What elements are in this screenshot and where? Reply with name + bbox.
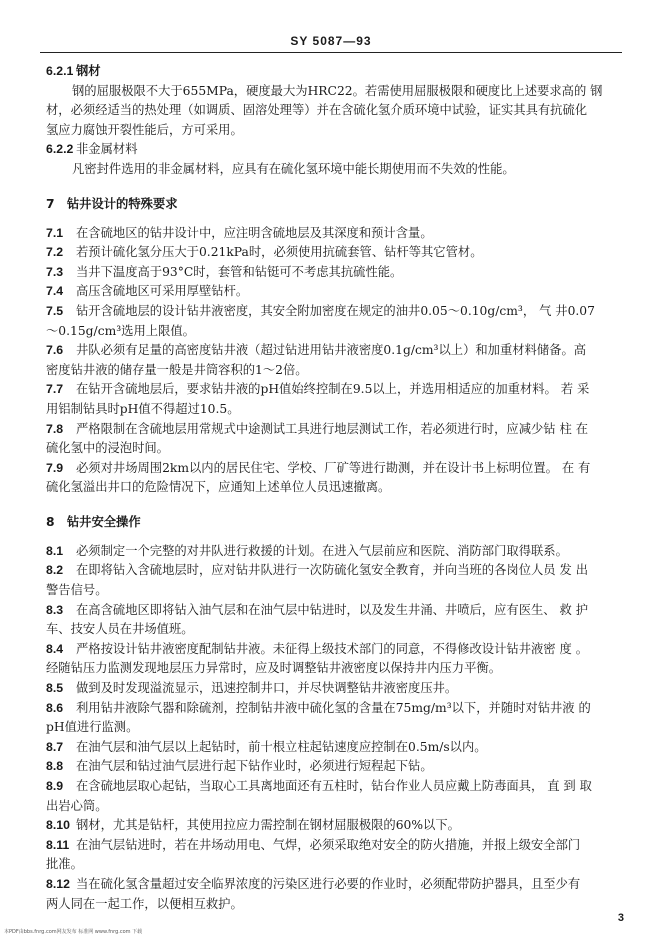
clause-text: 在含硫地层取心起钻，当取心工具离地面还有五柱时，钻台作业人员应戴上防毒面具， 直 到 取 <box>76 779 592 793</box>
section-7-clause-7-4 <box>46 282 626 302</box>
section-8-clause-8-3 <box>46 601 626 621</box>
section-8-clause-8-5 <box>46 679 626 699</box>
clause-text: 两人同在一起工作，以便相互救护。 <box>46 896 243 911</box>
section-8-clauses <box>46 542 626 914</box>
clause-text: pH值进行监测。 <box>46 720 139 735</box>
section-8-clause-8-12 <box>46 875 626 895</box>
clause-title: 非金属材料 <box>76 142 138 157</box>
clause-text: ～0.15g/cm³选用上限值。 <box>46 323 195 338</box>
clause-text: 严格限制在含硫地层用常规式中途测试工具进行地层测试工作，若必须进行时，应减少钻 柱 在 <box>76 421 588 436</box>
clause-title: 钢材 <box>76 64 101 78</box>
clause-text-line: 材，必须经适当的热处理（如调质、固溶处理等）并在含硫化氢介质环境中试验，证实其具有抗硫化 <box>46 103 588 118</box>
clause-text: 在油气层和钻过油气层进行起下钻作业时，必须进行短程起下钻。 <box>76 759 433 774</box>
clause-text-line: 氢应力腐蚀开裂性能后，方可采用。 <box>46 122 243 137</box>
section-7-clause-7-3 <box>46 263 626 283</box>
section-8-clause-8-2 <box>46 561 626 581</box>
clause-6-2-1-heading <box>46 62 626 82</box>
clause-continuation-line <box>46 620 626 640</box>
clause-text: 出岩心筒。 <box>46 798 108 813</box>
clause-continuation-line <box>46 361 626 381</box>
clause-text-line: 钢的屈服极限不大于655MPa，硬度最大为HRC22。若需使用屈服极限和硬度比上述要求高的 钢 <box>72 83 603 98</box>
clause-continuation-line <box>46 718 626 738</box>
section-8-clause-8-4 <box>46 640 626 660</box>
clause-text: 在钻开含硫地层后，要求钻井液的pH值始终控制在9.5以上，并选用相适应的加重材料。 若 采 <box>76 382 590 397</box>
clause-continuation-line <box>46 400 626 420</box>
clause-text: 当井下温度高于93°C时，套管和钻铤可不考虑其抗硫性能。 <box>76 264 403 279</box>
footer-note: 本PDF由bbs.fnrg.com网友发布 标准网 www.fnrg.com 下载 <box>4 929 143 935</box>
section-8-clause-8-7 <box>46 738 626 758</box>
clause-text: 在高含硫地区即将钻入油气层和在油气层中钻进时，以及发生井涌、井喷后，应有医生、 救 护 <box>76 602 588 617</box>
clause-text: 井队必须有足量的高密度钻井液（超过钻进用钻井液密度0.1g/cm³以上）和加重材料储备。高 <box>76 343 587 358</box>
document-body <box>46 62 626 914</box>
section-8-heading: 8 钻井安全操作 <box>46 514 141 529</box>
clause-number: 8.4 <box>46 641 64 656</box>
clause-text: 钢材，尤其是钻杆，其使用拉应力需控制在钢材屈服极限的60%以下。 <box>76 818 460 833</box>
clause-text: 若预计硫化氢分压大于0.21kPa时，必须使用抗硫套管、钻杆等其它管材。 <box>76 245 483 260</box>
clause-number: 7.9 <box>46 460 64 475</box>
clause-text: 警告信号。 <box>46 583 108 598</box>
clause-number: 8.9 <box>46 779 64 793</box>
clause-text: 严格按设计钻井液密度配制钻井液。未征得上级技术部门的同意，不得修改设计钻井液密 度 。 <box>76 641 588 656</box>
clause-number: 8.1 <box>46 543 64 558</box>
section-8-clause-8-9 <box>46 777 626 797</box>
clause-number: 7.2 <box>46 245 64 260</box>
section-8-clause-8-1 <box>46 542 626 562</box>
header-rule <box>40 52 622 53</box>
clause-text: 利用钻井液除气器和除硫剂，控制钻井液中硫化氢的含量在75mg/m³以下，并随时对钻井液 的 <box>76 700 591 715</box>
section-8-clause-8-8 <box>46 757 626 777</box>
clause-text: 钻开含硫地层的设计钻井液密度，其安全附加密度在规定的油井0.05～0.10g/cm³， 气 井0.07 <box>76 303 595 318</box>
clause-text: 密度钻井液的储存量一般是井筒容积的1～2倍。 <box>46 362 308 377</box>
clause-number: 7.3 <box>46 264 64 279</box>
section-7-clause-7-9 <box>46 459 626 479</box>
section-8-clause-8-10 <box>46 816 626 836</box>
clause-text: 必须制定一个完整的对井队进行救援的计划。在进入气层前应和医院、消防部门取得联系。 <box>76 543 568 558</box>
clause-text: 必须对井场周围2km以内的居民住宅、学校、厂矿等进行勘测，并在设计书上标明位置。 在 有 <box>76 460 591 475</box>
clause-text: 硫化氢中的浸泡时间。 <box>46 441 169 456</box>
section-7-clause-7-1 <box>46 224 626 244</box>
clause-number: 8.7 <box>46 739 64 754</box>
clause-number: 8.12 <box>46 876 70 891</box>
clause-number: 7.6 <box>46 343 64 358</box>
clause-continuation-line <box>46 659 626 679</box>
clause-continuation-line <box>46 895 626 915</box>
section-7-clause-7-7 <box>46 380 626 400</box>
clause-continuation-line <box>46 439 626 459</box>
clause-text: 在即将钻入含硫地层时，应对钻井队进行一次防硫化氢安全教育，并向当班的各岗位人员 发 出 <box>76 563 588 578</box>
clause-number: 8.5 <box>46 681 64 696</box>
clause-text: 当在硫化氢含量超过安全临界浓度的污染区进行必要的作业时，必须配带防护器具，且至少有 <box>76 876 581 891</box>
clause-text: 批准。 <box>46 857 83 872</box>
standard-code-header: SY 5087—93 <box>290 34 372 48</box>
clause-number: 7.5 <box>46 303 64 318</box>
clause-continuation-line <box>46 478 626 498</box>
clause-number: 8.8 <box>46 759 64 774</box>
clause-6-2-2-heading <box>46 140 626 160</box>
section-7-heading: 7 钻井设计的特殊要求 <box>46 196 178 211</box>
clause-continuation-line <box>46 322 626 342</box>
clause-number: 8.11 <box>46 837 70 852</box>
clause-text: 在油气层和油气层以上起钻时，前十根立柱起钻速度应控制在0.5m/s以内。 <box>76 739 487 754</box>
section-7-clauses <box>46 224 626 498</box>
section-7-clause-7-5 <box>46 302 626 322</box>
clause-text: 硫化氢溢出井口的危险情况下，应通知上述单位人员迅速撤离。 <box>46 480 391 495</box>
page-number: 3 <box>617 912 624 924</box>
clause-number: 6.2.1 <box>46 64 74 78</box>
clause-number: 7.8 <box>46 421 64 436</box>
clause-number: 7.1 <box>46 225 64 240</box>
section-8-clause-8-6 <box>46 699 626 719</box>
section-8-clause-8-11 <box>46 836 626 856</box>
clause-number: 7.4 <box>46 284 64 299</box>
section-7-clause-7-2 <box>46 243 626 263</box>
clause-number: 8.10 <box>46 818 70 833</box>
clause-text: 在油气层钻进时，若在井场动用电、气焊，必须采取绝对安全的防火措施，并报上级安全部门 <box>76 837 581 852</box>
clause-continuation-line <box>46 855 626 875</box>
clause-number: 8.3 <box>46 602 64 617</box>
clause-continuation-line <box>46 581 626 601</box>
clause-number: 8.2 <box>46 563 64 578</box>
section-7-clause-7-8 <box>46 420 626 440</box>
clause-number: 6.2.2 <box>46 142 74 157</box>
clause-text: 在含硫地区的钻井设计中，应注明含硫地层及其深度和预计含量。 <box>76 225 433 240</box>
clause-text: 车、技安人员在井场值班。 <box>46 622 194 637</box>
clause-text: 做到及时发现溢流显示，迅速控制井口，并尽快调整钻井液密度压井。 <box>76 681 458 696</box>
clause-text: 经随钻压力监测发现地层压力异常时，应及时调整钻井液密度以保持井内压力平衡。 <box>46 661 501 676</box>
section-7-clause-7-6 <box>46 341 626 361</box>
clause-number: 7.7 <box>46 382 64 397</box>
clause-text: 用铝制钻具时pH值不得超过10.5。 <box>46 401 240 416</box>
clause-number: 8.6 <box>46 700 64 715</box>
clause-text: 高压含硫地区可采用厚壁钻杆。 <box>76 284 249 299</box>
clause-text-line: 凡密封件选用的非金属材料，应具有在硫化氢环境中能长期使用而不失效的性能。 <box>72 161 515 176</box>
clause-continuation-line <box>46 797 626 817</box>
